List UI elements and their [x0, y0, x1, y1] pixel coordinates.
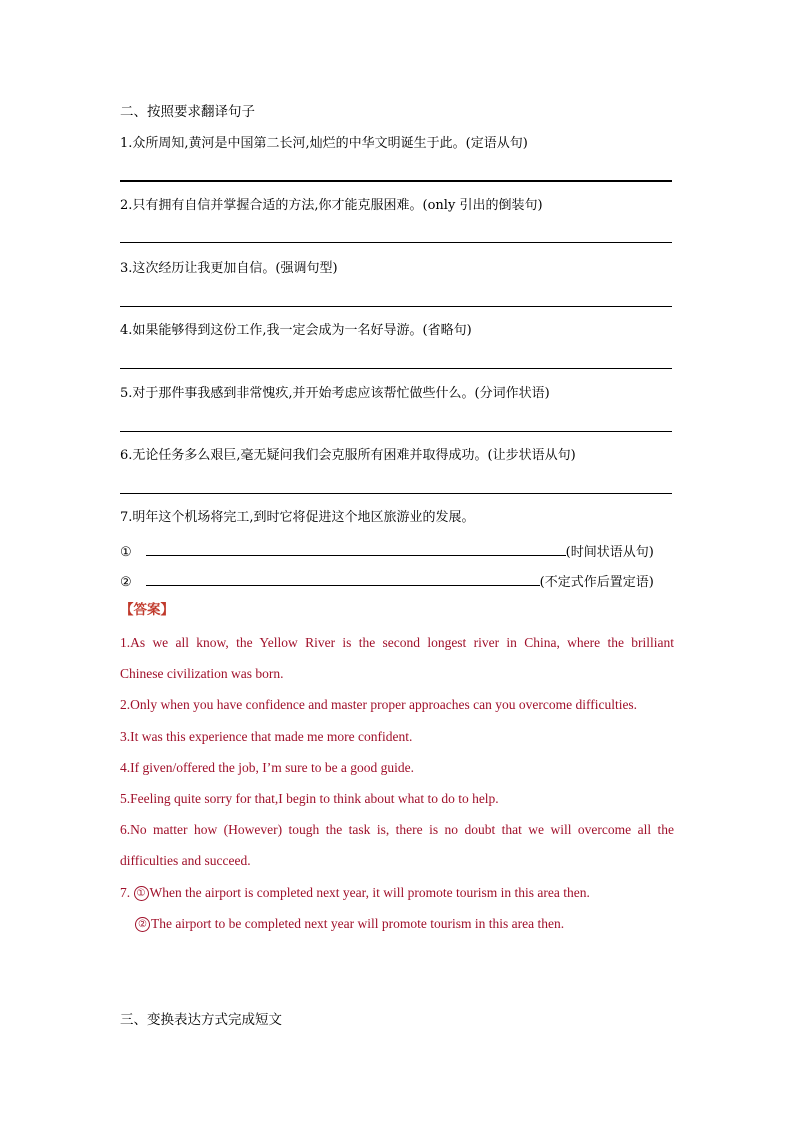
answer-1-line-2: Chinese civilization was born.	[120, 666, 284, 681]
answer-line-6	[120, 493, 672, 494]
question-3: 3.这次经历让我更加自信。(强调句型)	[120, 261, 338, 276]
sub-item-1-note: (时间状语从句)	[565, 545, 654, 560]
answer-2: 2.Only when you have confidence and master proper approaches can you overcome difficulties.	[120, 697, 638, 712]
answer-line-4	[120, 368, 672, 369]
answer-line-2	[120, 242, 672, 243]
answer-1-line-1: 1.As we all know, the Yellow River is the second longest river in China, where the brilliant	[120, 635, 674, 650]
answer-3: 3.It was this experience that made me more confident.	[120, 729, 413, 744]
answer-7-text-2: The airport to be completed next year will promote tourism in this area then.	[151, 916, 565, 931]
answer-7-mark-1: ①	[134, 886, 149, 901]
section-3-heading: 三、变换表达方式完成短文	[120, 1012, 282, 1028]
question-5: 5.对于那件事我感到非常愧疚,并开始考虑应该帮忙做些什么。(分词作状语)	[120, 386, 550, 401]
answer-line-5	[120, 431, 672, 432]
answer-line-1	[120, 180, 672, 182]
sub-item-1	[120, 541, 654, 562]
sub-item-2-note: (不定式作后置定语)	[539, 575, 654, 590]
section-heading: 二、按照要求翻译句子	[120, 104, 255, 120]
answer-7-line-2	[135, 915, 564, 933]
answer-4: 4.If given/offered the job, I’m sure to be a good guide.	[120, 760, 415, 775]
answer-6-line-2: difficulties and succeed.	[120, 853, 251, 868]
question-6: 6.无论任务多么艰巨,毫无疑问我们会克服所有困难并取得成功。(让步状语从句)	[120, 448, 576, 463]
answer-line-3	[120, 306, 672, 307]
answer-title: 【答案】	[120, 602, 174, 618]
sub-item-2	[120, 571, 654, 592]
answer-7-line-1	[120, 884, 590, 902]
answer-6-line-1: 6.No matter how (However) tough the task is, there is no doubt that we will overcome all the	[120, 822, 674, 837]
answer-7-text-1: When the airport is completed next year, it will promote tourism in this area then.	[149, 885, 590, 900]
sub-item-2-mark: ②	[120, 575, 132, 590]
question-2: 2.只有拥有自信并掌握合适的方法,你才能克服困难。(only 引出的倒装句)	[120, 198, 543, 213]
sub-item-1-mark: ①	[120, 545, 132, 560]
answer-7-prefix: 7.	[120, 885, 134, 900]
question-1: 1.众所周知,黄河是中国第二长河,灿烂的中华文明诞生于此。(定语从句)	[120, 136, 528, 151]
answer-7-mark-2: ②	[135, 917, 150, 932]
answer-5: 5.Feeling quite sorry for that,I begin to think about what to do to help.	[120, 791, 499, 806]
sub-item-2-blank	[146, 571, 540, 586]
sub-item-1-blank	[146, 541, 566, 556]
question-4: 4.如果能够得到这份工作,我一定会成为一名好导游。(省略句)	[120, 323, 472, 338]
question-7: 7.明年这个机场将完工,到时它将促进这个地区旅游业的发展。	[120, 510, 475, 525]
